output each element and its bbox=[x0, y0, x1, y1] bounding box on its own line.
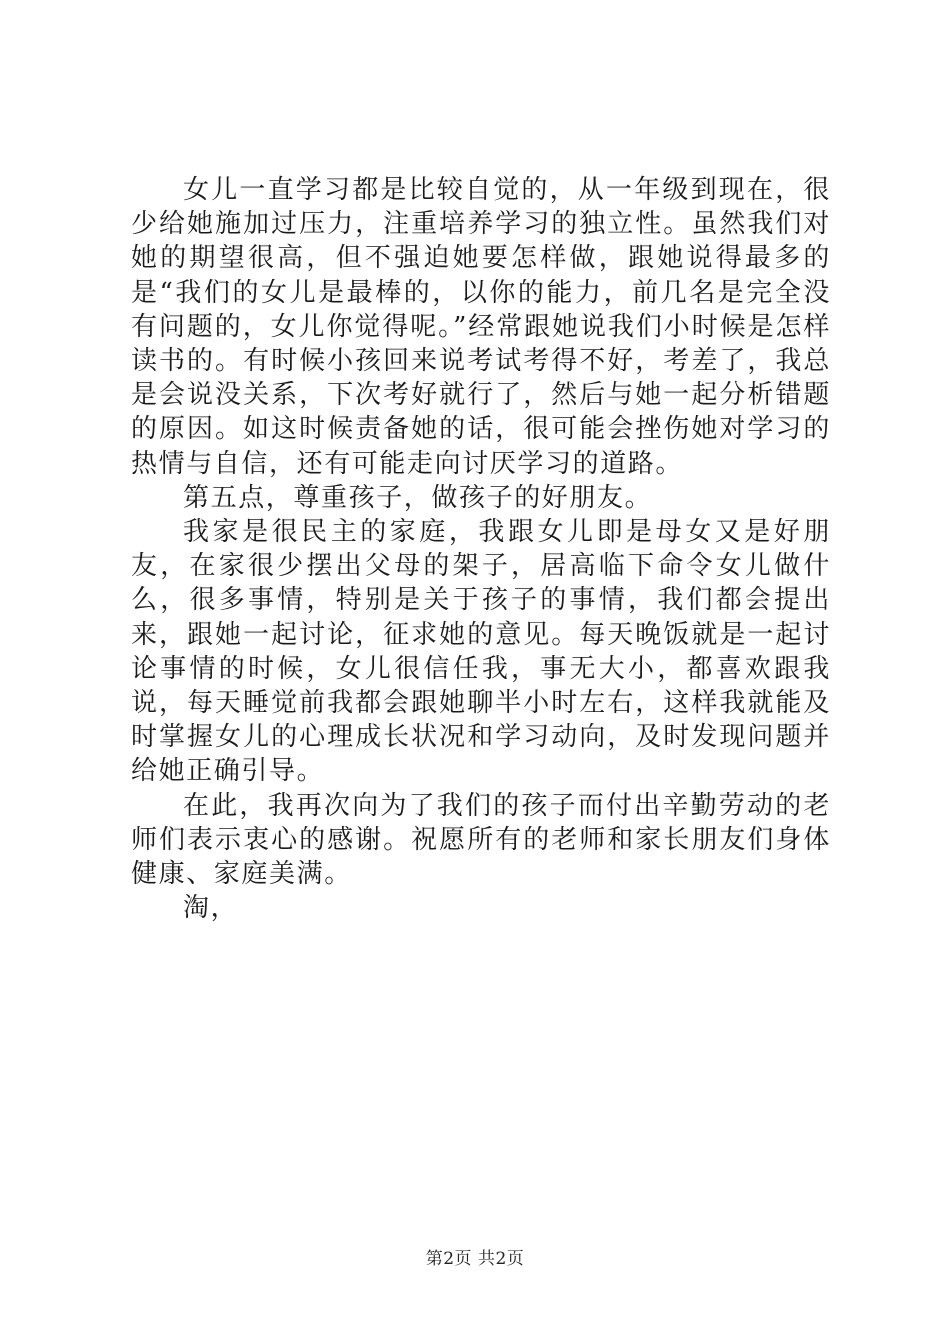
paragraph-upbringing: 女儿一直学习都是比较自觉的，从一年级到现在，很少给她施加过压力，注重培养学习的独立性。虽然我们对她的期望很高，但不强迫她要怎样做，跟她说得最多的是“我们的女儿是最棒的，以你的能力，前几名是完全没有问题的，女儿你觉得呢。”经常跟她说我们小时候是怎样读书的。有时候小孩回来说考试考得不好，考差了，我总是会说没关系，下次考好就行了，然后与她一起分析错题的原因。如这时候责备她的话，很可能会挫伤她对学习的热情与自信，还有可能走向讨厌学习的道路。 bbox=[131, 175, 831, 479]
body-text bbox=[131, 173, 831, 925]
page-number-footer: 第2页 共2页 bbox=[425, 1249, 525, 1269]
paragraph-trailing-fragment: 淘， bbox=[183, 893, 239, 924]
paragraph-point-five-heading: 第五点，尊重孩子，做孩子的好朋友。 bbox=[183, 482, 653, 513]
paragraph-thanks: 在此，我再次向为了我们的孩子而付出辛勤劳动的老师们表示衷心的感谢。祝愿所有的老师和家长朋友们身体健康、家庭美满。 bbox=[131, 790, 831, 890]
paragraph-democratic-family: 我家是很民主的家庭，我跟女儿即是母女又是好朋友，在家很少摆出父母的架子，居高临下命令女儿做什么，很多事情，特别是关于孩子的事情，我们都会提出来，跟她一起讨论，征求她的意见。每天晚饭就是一起讨论事情的时候，女儿很信任我，事无大小，都喜欢跟我说，每天睡觉前我都会跟她聊半小时左右，这样我就能及时掌握女儿的心理成长状况和学习动向，及时发现问题并给她正确引导。 bbox=[131, 517, 831, 787]
